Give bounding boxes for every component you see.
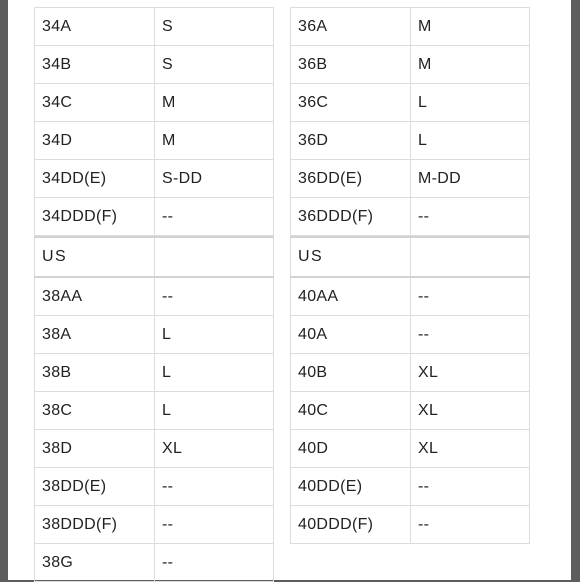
band-cup-cell: 38B (35, 354, 155, 392)
size-cell: S-DD (155, 160, 274, 198)
band-cup-cell: 40DDD(F) (291, 506, 411, 544)
band-cup-cell: 40B (291, 354, 411, 392)
band-cup-cell: 36DD(E) (291, 160, 411, 198)
band-cup-cell: 38DD(E) (35, 468, 155, 506)
band-cup-cell: 38C (35, 392, 155, 430)
size-cell: L (411, 122, 530, 160)
table-row (35, 544, 274, 582)
size-cell: XL (155, 430, 274, 468)
band-cup-cell: 36DDD(F) (291, 198, 411, 236)
band-cup-cell: 38A (35, 316, 155, 354)
table-body (35, 8, 274, 236)
table-row (35, 160, 274, 198)
band-cup-cell: 34B (35, 46, 155, 84)
band-cup-cell: 40AA (291, 277, 411, 316)
size-cell: -- (411, 506, 530, 544)
size-cell: S (155, 46, 274, 84)
size-cell: XL (411, 354, 530, 392)
header-cell: US (35, 237, 155, 277)
table-row (291, 354, 530, 392)
band-cup-cell: 36B (291, 46, 411, 84)
band-cup-cell: 38AA (35, 277, 155, 316)
size-cell: XL (411, 430, 530, 468)
size-table-40 (290, 236, 530, 544)
size-table-34 (34, 7, 274, 236)
table-row (35, 506, 274, 544)
table-row (35, 392, 274, 430)
size-cell: M-DD (411, 160, 530, 198)
band-cup-cell: 36A (291, 8, 411, 46)
table-header-row (35, 237, 274, 277)
table-row (291, 392, 530, 430)
header-cell-empty (411, 237, 530, 277)
band-cup-cell: 40DD(E) (291, 468, 411, 506)
table-row (291, 84, 530, 122)
table-header-row (291, 237, 530, 277)
table-row (291, 430, 530, 468)
table-body (291, 237, 530, 544)
table-row (291, 198, 530, 236)
table-row (35, 430, 274, 468)
table-row (35, 8, 274, 46)
table-row (291, 277, 530, 316)
table-row (35, 277, 274, 316)
header-cell: US (291, 237, 411, 277)
size-cell: M (155, 122, 274, 160)
table-row (291, 46, 530, 84)
size-table-36 (290, 7, 530, 236)
size-cell: L (155, 354, 274, 392)
size-cell: -- (155, 506, 274, 544)
table-row (291, 468, 530, 506)
band-cup-cell: 34C (35, 84, 155, 122)
band-cup-cell: 34D (35, 122, 155, 160)
size-cell: M (411, 8, 530, 46)
size-cell: -- (155, 198, 274, 236)
table-row (35, 198, 274, 236)
size-cell: S (155, 8, 274, 46)
size-cell: -- (155, 544, 274, 582)
band-cup-cell: 40D (291, 430, 411, 468)
header-cell-empty (155, 237, 274, 277)
table-row (291, 122, 530, 160)
size-table-38 (34, 236, 274, 582)
size-cell: XL (411, 392, 530, 430)
size-cell: M (411, 46, 530, 84)
band-cup-cell: 34A (35, 8, 155, 46)
size-cell: M (155, 84, 274, 122)
band-cup-cell: 34DDD(F) (35, 198, 155, 236)
table-row (35, 354, 274, 392)
table-row (35, 468, 274, 506)
size-chart-page (8, 0, 571, 580)
band-cup-cell: 40C (291, 392, 411, 430)
band-cup-cell: 34DD(E) (35, 160, 155, 198)
table-row (291, 506, 530, 544)
size-cell: -- (155, 277, 274, 316)
table-row (291, 160, 530, 198)
table-row (35, 84, 274, 122)
table-body (291, 8, 530, 236)
band-cup-cell: 38D (35, 430, 155, 468)
table-row (291, 316, 530, 354)
size-cell: -- (411, 468, 530, 506)
size-cell: L (155, 316, 274, 354)
band-cup-cell: 36C (291, 84, 411, 122)
band-cup-cell: 40A (291, 316, 411, 354)
size-cell: L (155, 392, 274, 430)
band-cup-cell: 38G (35, 544, 155, 582)
size-cell: -- (411, 277, 530, 316)
size-cell: -- (411, 316, 530, 354)
table-row (35, 122, 274, 160)
table-row (35, 316, 274, 354)
table-row (291, 8, 530, 46)
size-cell: -- (155, 468, 274, 506)
table-body (35, 237, 274, 582)
table-row (35, 46, 274, 84)
size-cell: L (411, 84, 530, 122)
size-cell: -- (411, 198, 530, 236)
band-cup-cell: 36D (291, 122, 411, 160)
band-cup-cell: 38DDD(F) (35, 506, 155, 544)
